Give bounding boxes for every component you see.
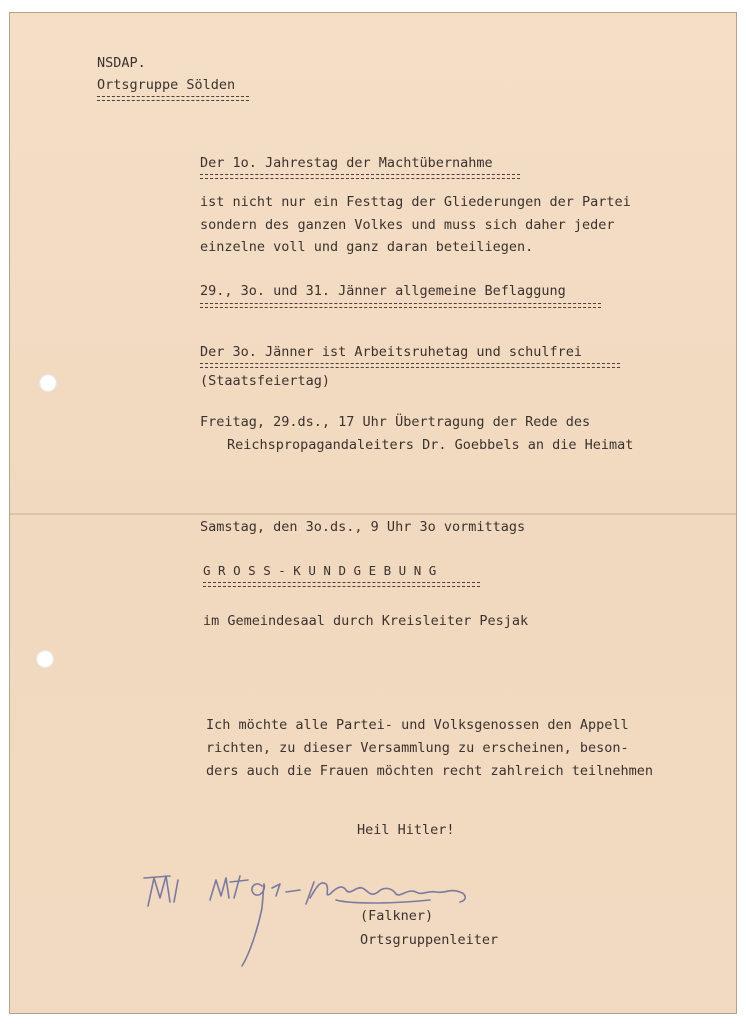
flagging-underline	[200, 303, 601, 308]
closing-salutation: Heil Hitler!	[357, 822, 455, 838]
flagging-notice: 29., 3o. und 31. Jänner allgemeine Beflaggung	[200, 283, 566, 299]
document-title: Der 1o. Jahrestag der Machtübernahme	[200, 155, 493, 171]
holiday-underline	[200, 363, 620, 368]
intro-line: sondern des ganzen Volkes und muss sich daher jeder	[200, 217, 615, 233]
holiday-notice: Der 3o. Jänner ist Arbeitsruhetag und schulfrei	[200, 344, 583, 360]
punch-hole	[39, 374, 57, 392]
intro-line: einzelne voll und ganz daran beteiliegen.	[200, 239, 534, 255]
signer-title: Ortsgruppenleiter	[360, 932, 499, 948]
intro-line: ist nicht nur ein Festtag der Gliederungen der Partei	[200, 194, 631, 210]
appeal-line: Ich möchte alle Partei- und Volksgenossen den Appell	[206, 717, 629, 733]
header-org: NSDAP.	[97, 55, 146, 71]
appeal-line: ders auch die Frauen möchten recht zahlreich teilnehmen	[206, 763, 654, 779]
broadcast-line: Reichspropagandaleiters Dr. Goebbels an die Heimat	[227, 437, 634, 453]
header-group: Ortsgruppe Sölden	[97, 77, 236, 93]
title-underline	[200, 174, 520, 179]
rally-heading: G R O S S - K U N D G E B U N G	[203, 563, 437, 578]
rally-venue: im Gemeindesaal durch Kreisleiter Pesjak	[203, 613, 529, 629]
paper-fold-line	[10, 513, 736, 515]
rally-date: Samstag, den 3o.ds., 9 Uhr 3o vormittags	[200, 519, 526, 535]
header-underline	[97, 96, 249, 101]
holiday-note: (Staatsfeiertag)	[200, 373, 331, 389]
punch-hole	[36, 650, 54, 668]
signer-name: (Falkner)	[360, 908, 434, 924]
broadcast-line: Freitag, 29.ds., 17 Uhr Übertragung der Rede des	[200, 414, 591, 430]
document-page	[10, 13, 736, 1013]
rally-underline	[203, 582, 480, 587]
appeal-line: richten, zu dieser Versammlung zu erscheinen, beson-	[206, 740, 629, 756]
handwritten-signature	[130, 858, 490, 973]
